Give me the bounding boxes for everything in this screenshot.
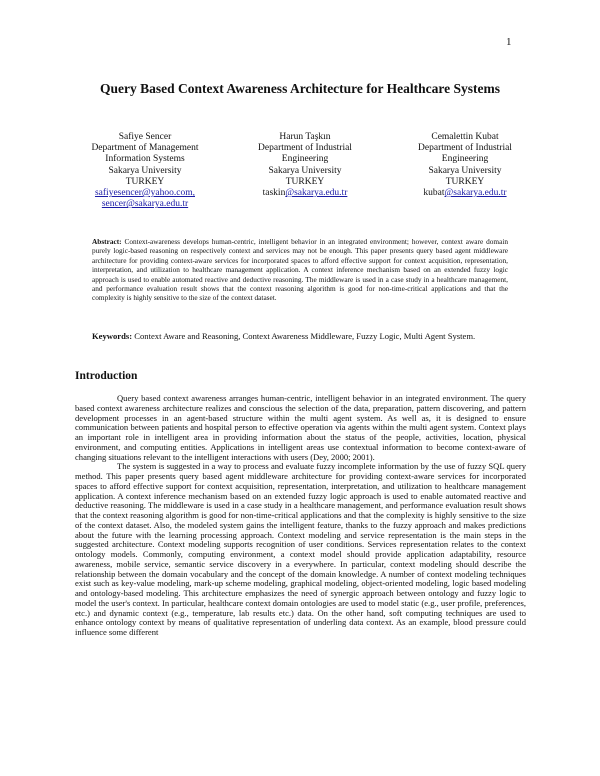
- author-email: kubat@sakarya.edu.tr: [423, 188, 507, 199]
- author-email: [70, 188, 220, 199]
- author-email-link-secondary[interactable]: sencer@sakarya.edu.tr: [101, 199, 189, 210]
- abstract-label: Abstract:: [92, 237, 122, 246]
- author-email-link[interactable]: @sakarya.edu.tr: [285, 188, 348, 199]
- section-heading-introduction: Introduction: [75, 370, 138, 382]
- author-dept-line1: Department of Industrial: [258, 143, 352, 154]
- author-2: [230, 132, 380, 210]
- author-name: Safiye Sencer: [118, 132, 172, 142]
- author-university: Sakarya University: [428, 165, 502, 176]
- paragraph-1: Query based context awareness arranges human-centric, intelligent behavior in an integrated environment. The query based context awareness architecture realizes and conscious the selection of the data, preparation, pattern discovering, and pattern development processes in an agent-based structure within the multi agent system. As well as, it is designed to ensure communication between patients and hospital person to effective operation via agents within the multi agent system. Context plays an important role in intelligent area in providing information about the status of the people, activities, location, physical environment, and computing entities. Applications in intelligent areas use contextual information to become context-aware of changing situations relevant to the intelligent interactions with users (Dey, 2000; 2001).: [75, 393, 526, 462]
- author-university: Sakarya University: [108, 165, 182, 176]
- introduction-body: [75, 394, 526, 638]
- author-email-link[interactable]: @sakarya.edu.tr: [444, 188, 507, 199]
- author-dept-line2: Engineering: [281, 154, 329, 165]
- author-university: Sakarya University: [268, 165, 342, 176]
- author-dept-line2: Information Systems: [105, 154, 185, 165]
- author-email-link[interactable]: safiyesencer@yahoo.com,: [94, 188, 195, 199]
- author-dept-line1: Department of Industrial: [418, 143, 512, 154]
- keywords-text: Context Aware and Reasoning, Context Awareness Middleware, Fuzzy Logic, Multi Agent System.: [132, 331, 476, 341]
- author-dept-line2: Engineering: [441, 154, 489, 165]
- author-email: taskin@sakarya.edu.tr: [262, 188, 348, 199]
- paper-title: Query Based Context Awareness Architecture for Healthcare Systems: [99, 81, 501, 96]
- abstract-text: Context-awareness develops human-centric, intelligent behavior in an integrated environment; however, context aware domain purely logic-based reasoning on respectively context and services may not be enough. This paper presents query based agent middleware architecture for providing context-aware services for incorporated spaces to afford effective support for context acquisition, representation, interpretation, and utilization to healthcare management application. A context inference mechanism based on an extended fuzzy logic approach is used to enable automated reactive and deductive reasoning. The middleware is used in a case study in a healthcare management, and performance evaluation result shows that the context reasoning algorithm is good for non-time-critical applications and that the complexity is highly sensitive to the size of the context dataset.: [92, 237, 508, 303]
- author-block: [70, 132, 540, 210]
- keywords: [92, 331, 552, 341]
- author-name: Harun Taşkın: [279, 132, 331, 142]
- author-country: TURKEY: [285, 176, 325, 187]
- page-number: 1: [506, 36, 512, 48]
- author-email-secondary: [70, 199, 220, 210]
- author-country: TURKEY: [445, 176, 485, 187]
- keywords-label: Keywords:: [92, 331, 133, 341]
- author-dept-line1: Department of Management: [91, 143, 199, 154]
- author-country: TURKEY: [125, 176, 165, 187]
- paragraph-2: The system is suggested in a way to process and evaluate fuzzy incomplete information by the use of fuzzy SQL query method. This paper presents query based agent middleware architecture for providing context-aware services for incorporated spaces to afford effective support for context acquisition, representation, interpretation, and utilization to healthcare management application. A context inference mechanism based on an extended fuzzy logic approach is used to enable automated reactive and deductive reasoning. The middleware is used in a case study in a healthcare management, and performance evaluation result shows that the context reasoning algorithm is good for non-time-critical applications and that the complexity is highly sensitive to the size of the context dataset. Also, the modeled system gains the intelligent feature, thanks to the fuzzy approach and makes predictions about the future with the learning processing approach. Context modeling and service representation is the main steps in the suggested architecture. Context modeling supports recognition of user conditions. Services representation relates to the context ontology models. Commonly, computing environment, a context model should provide application adaptability, resource awareness, mobile service, semantic service discovery in a everywhere. In particular, context modeling should describe the relationship between the domain vocabulary and the concept of the domain knowledge. A number of context modeling techniques exist such as key-value modeling, mark-up scheme modeling, graphical modeling, object-oriented modeling, logic based modeling and ontology-based modeling. This architecture emphasizes the need of synergic approach between ontology and fuzzy logic to model the user's context. In particular, healthcare context domain ontologies are used to model static (e.g., user profile, preferences, etc.) and dynamic context (e.g., temperature, lab results etc.) data. On the other hand, soft computing techniques are used to enhance ontology context by means of qualitative representation of underling data context. As an example, blood pressure could influence some different: [75, 461, 526, 637]
- author-3: [390, 132, 540, 210]
- author-name: Cemalettin Kubat: [431, 132, 499, 142]
- abstract: [92, 237, 508, 303]
- author-1: [70, 132, 220, 210]
